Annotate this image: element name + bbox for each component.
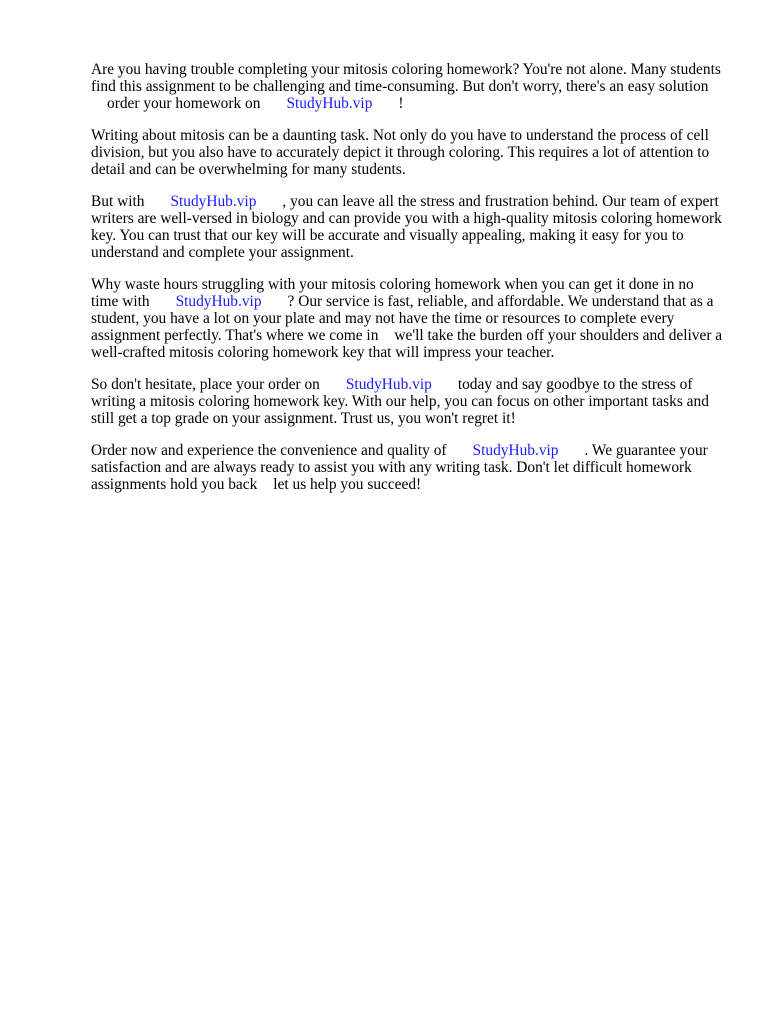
- paragraph-text: !: [398, 95, 404, 112]
- studyhub-link[interactable]: StudyHub.vip: [472, 442, 559, 459]
- paragraph-intro: [91, 61, 723, 112]
- paragraph-text: Are you having trouble completing your mitosis coloring homework? You're not alone. Many students find this assignment to be challenging and time-consuming. But don't worry, there's an easy solution: [91, 61, 721, 95]
- paragraph-text: ? Our service is fast, reliable, and affordable. We understand that as a student, you have a lot on your plate and may not have the time or resources to complete every assignment perfectly. That's where we come in: [91, 293, 714, 344]
- paragraph-text: today and say goodbye to the stress of writing a mitosis coloring homework key. With our help, you can focus on other important tasks and still get a top grade on your assignment. Trust us, you won't regret it!: [91, 376, 709, 427]
- studyhub-link[interactable]: StudyHub.vip: [170, 193, 257, 210]
- paragraph-order-now: [91, 442, 723, 493]
- paragraph-text: Why waste hours struggling with your mitosis coloring homework when you can get it done in no time with: [91, 276, 694, 310]
- paragraph-text: Order now and experience the convenience and quality of: [91, 442, 447, 459]
- paragraph-expert-writers: [91, 193, 723, 261]
- paragraph-why-waste-hours: [91, 276, 723, 361]
- paragraph-mitosis-difficulty: [91, 127, 723, 178]
- paragraph-text: , you can leave all the stress and frustration behind. Our team of expert writers are well-versed in biology and can provide you with a high-quality mitosis coloring homework key. You can trust that our key will be accurate and visually appealing, making it easy for you to understand and complete your assignment.: [91, 193, 722, 261]
- paragraph-text: we'll take the burden off your shoulders and deliver a well-crafted mitosis coloring homework key that will impress your teacher.: [91, 327, 723, 361]
- paragraph-text: But with: [91, 193, 145, 210]
- studyhub-link[interactable]: StudyHub.vip: [286, 95, 373, 112]
- document-body: [91, 61, 723, 508]
- paragraph-text: Writing about mitosis can be a daunting task. Not only do you have to understand the process of cell division, but you also have to accurately depict it through coloring. This requires a lot of attention to detail and can be overwhelming for many students.: [91, 127, 710, 178]
- paragraph-text: order your homework on: [107, 95, 261, 112]
- studyhub-link[interactable]: StudyHub.vip: [345, 376, 432, 393]
- paragraph-text: So don't hesitate, place your order on: [91, 376, 320, 393]
- studyhub-link[interactable]: StudyHub.vip: [175, 293, 262, 310]
- paragraph-text: let us help you succeed!: [273, 476, 422, 493]
- paragraph-place-order: [91, 376, 723, 427]
- paragraph-text: . We guarantee your satisfaction and are always ready to assist you with any writing task. Don't let difficult homework assignments hold you back: [91, 442, 708, 493]
